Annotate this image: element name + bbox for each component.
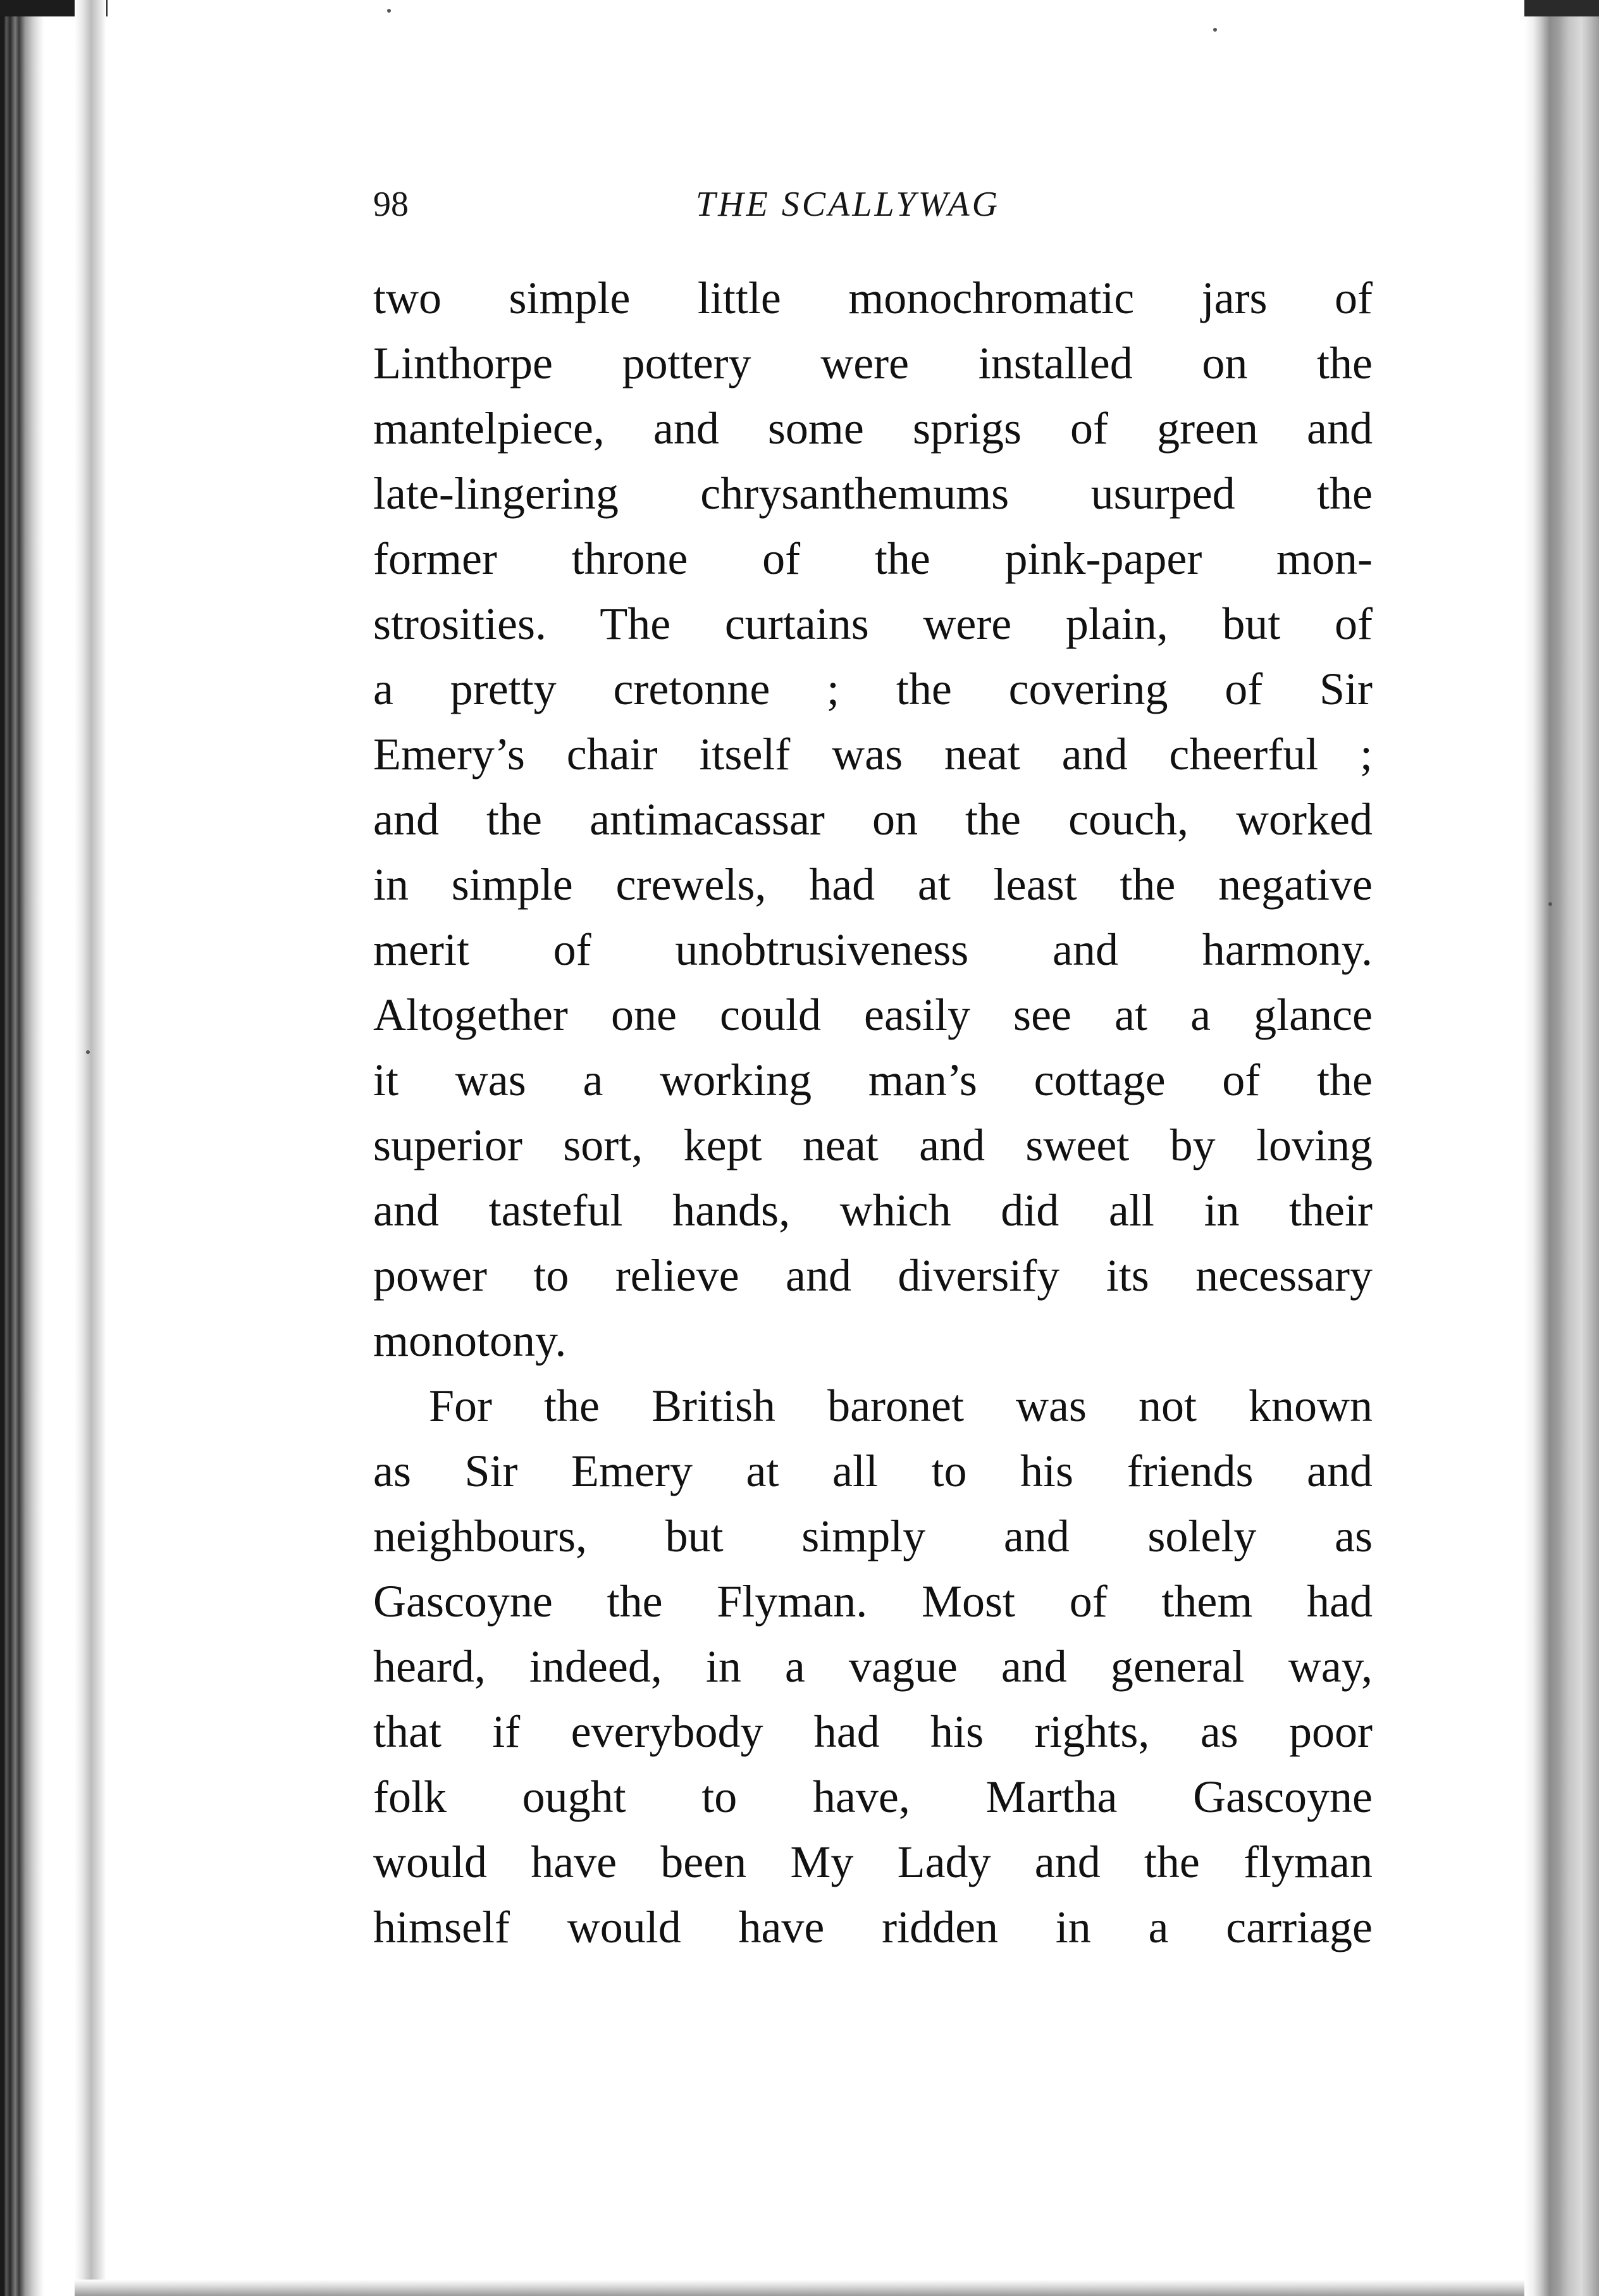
scan-speck <box>86 1050 90 1054</box>
text-line: late-lingering chrysanthemums usurped the <box>373 468 1373 519</box>
scan-speck <box>387 9 391 13</box>
inner-gutter-shadow <box>75 0 106 2296</box>
paragraph-end-line: monotony. <box>373 1315 567 1366</box>
text-line: that if everybody had his rights, as poor <box>373 1706 1373 1757</box>
paragraph-start-line: For the British baronet was not known <box>429 1381 1373 1431</box>
scan-speck <box>1213 28 1217 32</box>
text-line: two simple little monochromatic jars of <box>373 273 1373 323</box>
text-line: merit of unobtrusiveness and harmony. <box>373 924 1373 975</box>
running-title: THE SCALLYWAG <box>696 185 1001 224</box>
text-line: folk ought to have, Martha Gascoyne <box>373 1772 1373 1822</box>
text-line: mantelpiece, and some sprigs of green and <box>373 403 1373 454</box>
text-line: a pretty cretonne ; the covering of Sir <box>373 664 1373 714</box>
text-line: strosities. The curtains were plain, but of <box>373 599 1373 649</box>
right-page-edge <box>1524 0 1599 2296</box>
page-number: 98 <box>373 185 409 224</box>
text-line: Emery’s chair itself was neat and cheerful ; <box>373 729 1373 779</box>
text-line: former throne of the pink-paper mon- <box>373 533 1373 584</box>
text-line: Linthorpe pottery were installed on the <box>373 338 1373 388</box>
text-line: in simple crewels, had at least the negative <box>373 859 1373 910</box>
text-line: Gascoyne the Flyman. Most of them had <box>373 1576 1373 1627</box>
text-line: heard, indeed, in a vague and general way, <box>373 1641 1373 1692</box>
scan-speck <box>1548 902 1552 906</box>
bottom-page-edge <box>75 2280 1524 2296</box>
text-line: superior sort, kept neat and sweet by loving <box>373 1120 1373 1170</box>
text-line: Altogether one could easily see at a glance <box>373 990 1373 1040</box>
text-line: himself would have ridden in a carriage <box>373 1902 1373 1952</box>
text-line: and tasteful hands, which did all in their <box>373 1185 1373 1236</box>
body-text <box>373 266 1373 1960</box>
text-line: as Sir Emery at all to his friends and <box>373 1446 1373 1496</box>
running-head <box>373 176 1373 233</box>
top-right-binding-shadow <box>1524 0 1599 16</box>
left-page-edge <box>0 0 44 2296</box>
text-line: would have been My Lady and the flyman <box>373 1837 1373 1887</box>
text-line: neighbours, but simply and solely as <box>373 1511 1373 1561</box>
text-line: it was a working man’s cottage of the <box>373 1055 1373 1105</box>
text-line: power to relieve and diversify its necessary <box>373 1250 1373 1301</box>
text-line: and the antimacassar on the couch, worked <box>373 794 1373 845</box>
